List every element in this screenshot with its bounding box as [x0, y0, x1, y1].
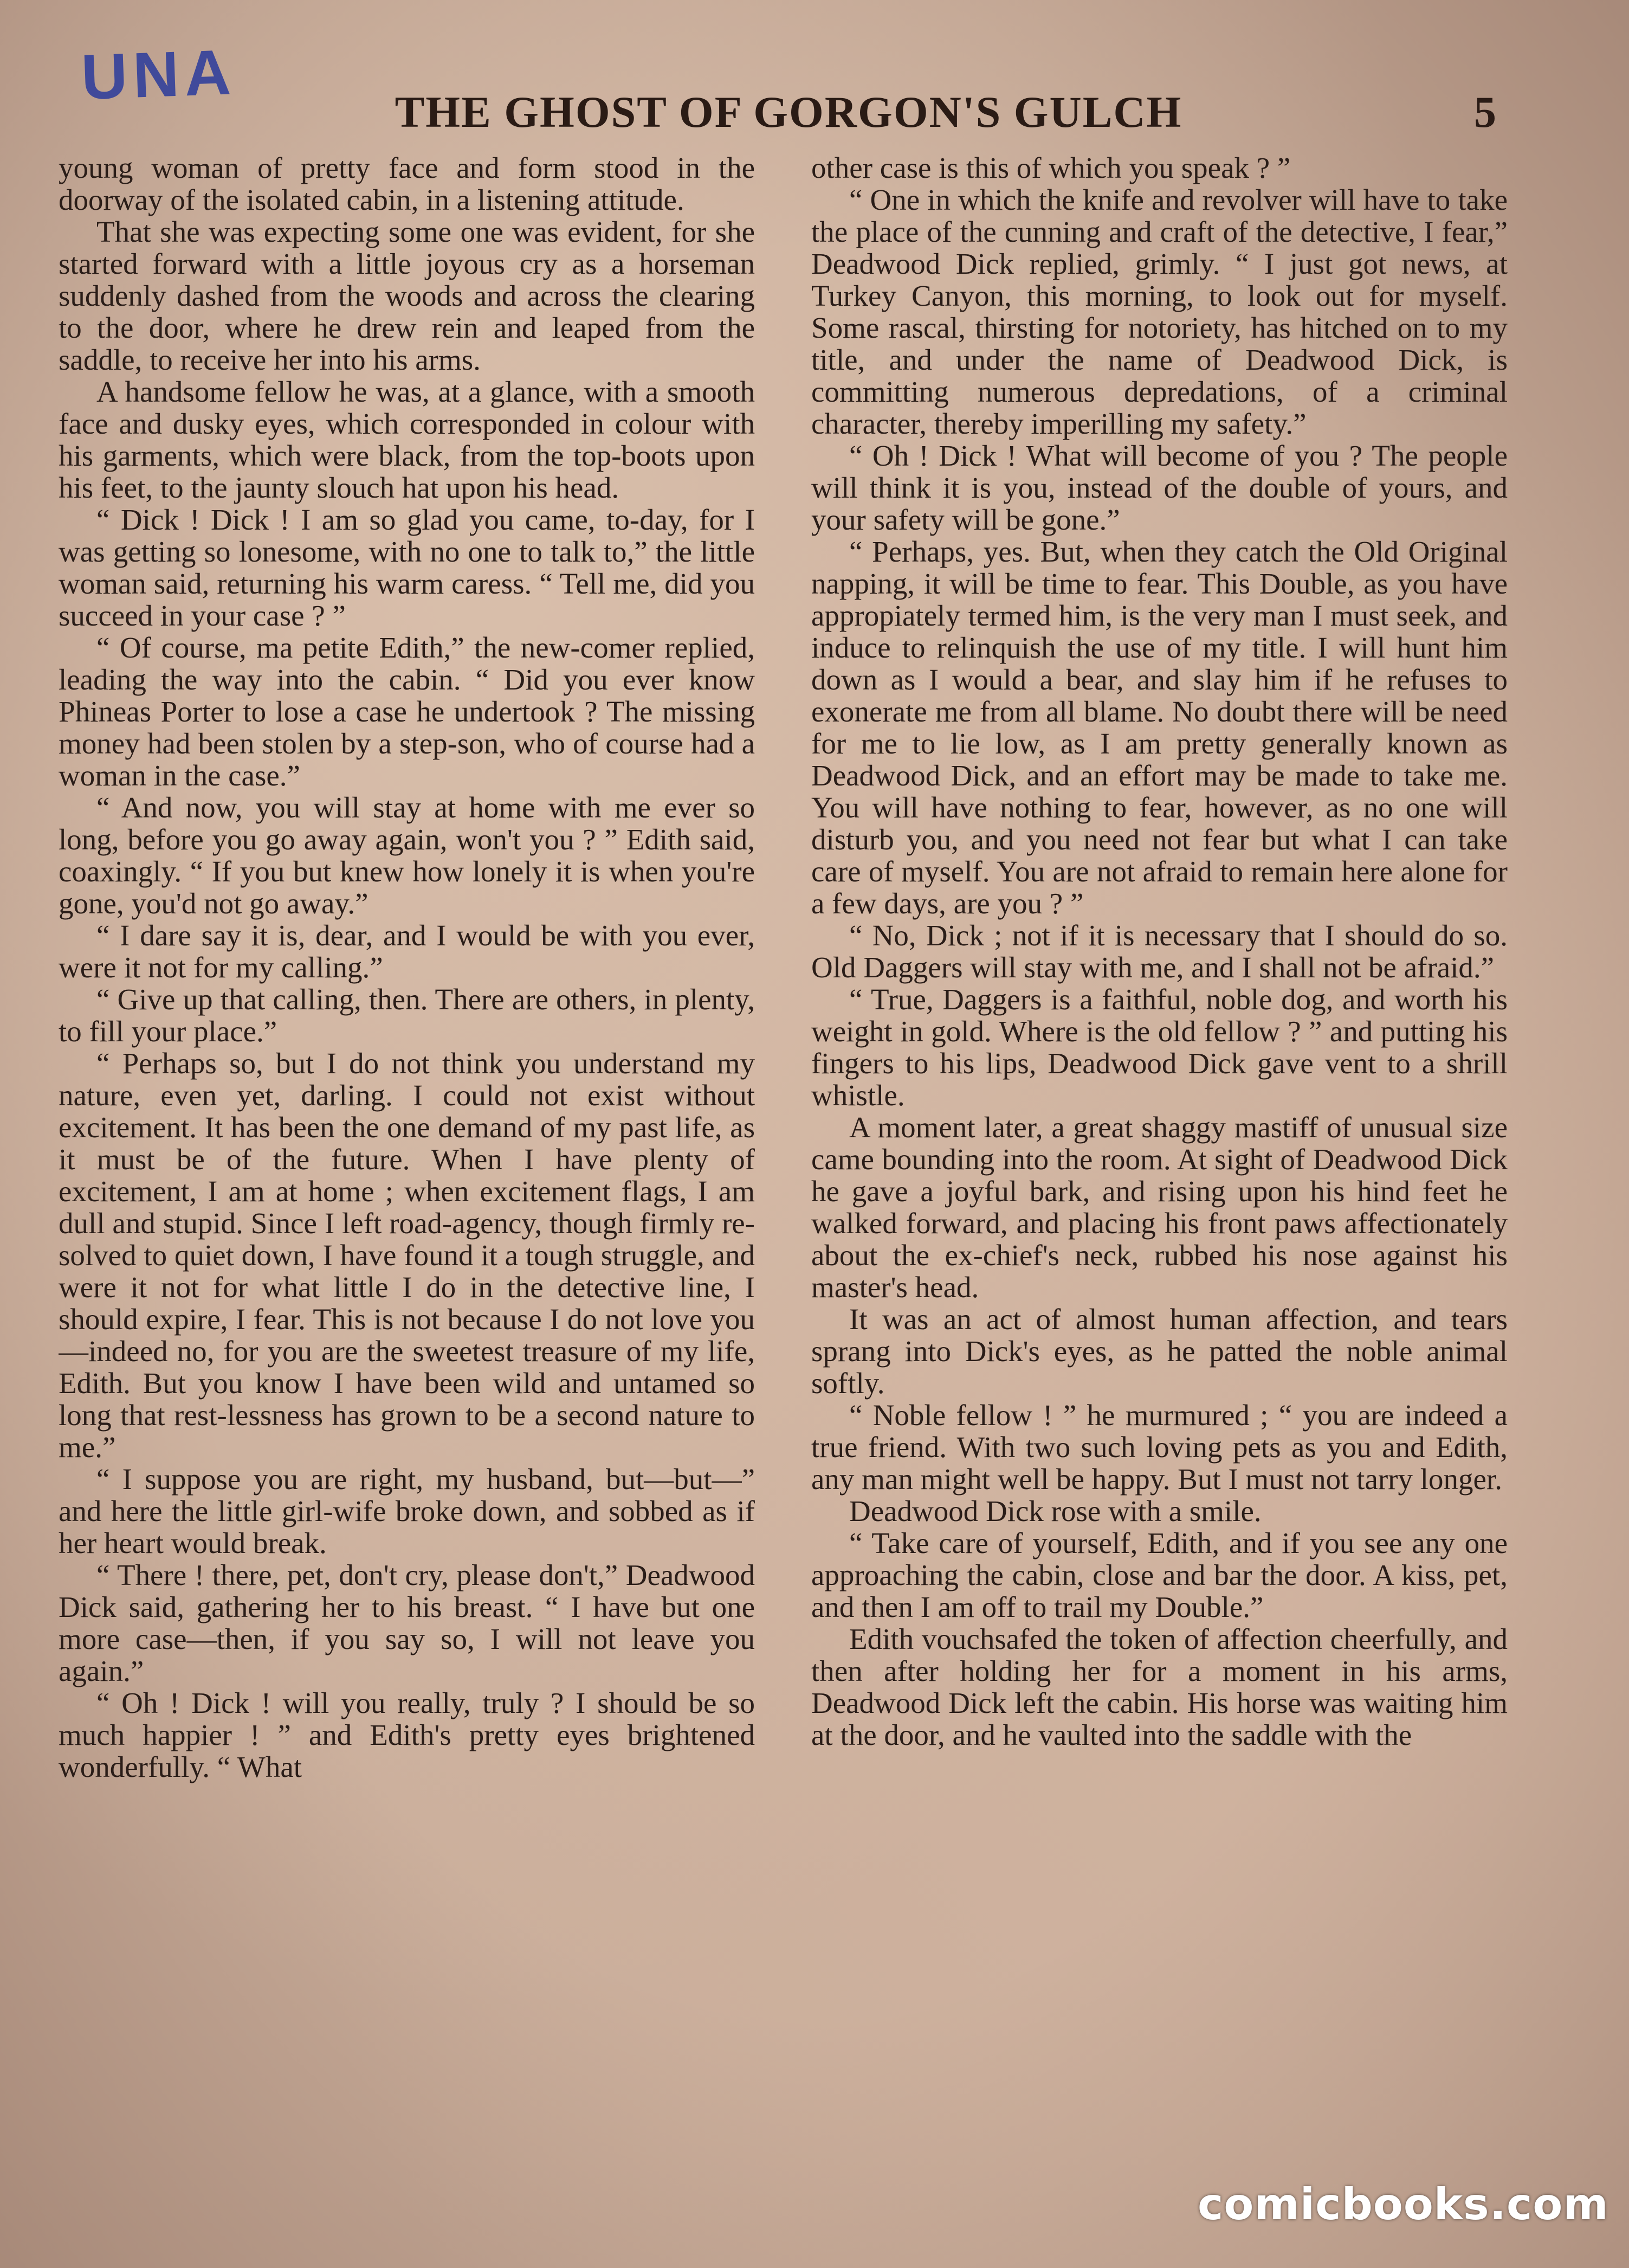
- paragraph: “ There ! there, pet, don't cry, please don't,” Deadwood Dick said, gathering her to his breast. “ I have but one more case—then, if you say so, I will not leave you again.”: [59, 1558, 755, 1687]
- paragraph: “ One in which the knife and revolver will have to take the place of the cunning and craft of the detective, I fear,” Deadwood Dick replied, grimly. “ I just got news, at Turkey Canyon, this morning, to look out for myself. Some rascal, thirsting for notoriety, has hitched on to my title, and under the name of Deadwood Dick, is committing numerous depredations, of a criminal character, thereby imperilling my safety.”: [811, 183, 1508, 440]
- paragraph: “ Dick ! Dick ! I am so glad you came, to-day, for I was getting so lonesome, with no one to talk to,” the little woman said, returning his warm caress. “ Tell me, did you succeed in your case ? ”: [59, 503, 755, 632]
- paragraph: It was an act of almost human affection, and tears sprang into Dick's eyes, as he patted the noble animal softly.: [811, 1303, 1508, 1400]
- paragraph: A handsome fellow he was, at a glance, with a smooth face and dusky eyes, which corresponded in colour with his garments, which were black, from the top-boots upon his feet, to the jaunty slouch hat upon his head.: [59, 375, 755, 504]
- site-watermark: comicbooks.com: [1198, 2179, 1609, 2230]
- paragraph: “ Oh ! Dick ! will you really, truly ? I should be so much happier ! ” and Edith's pretty eyes brightened wonderfully. “ What: [59, 1686, 755, 1783]
- paragraph: That she was expecting some one was evident, for she started forward with a little joyous cry as a horseman suddenly dashed from the woods and across the clearing to the door, where he drew rein and leaped from the saddle, to receive her into his arms.: [59, 215, 755, 376]
- ink-stamp: UNA: [80, 36, 237, 113]
- paragraph: “ I suppose you are right, my husband, but—but—” and here the little girl-wife broke down, and sobbed as if her heart would break.: [59, 1462, 755, 1560]
- paragraph: other case is this of which you speak ? ”: [811, 152, 1291, 184]
- page-number: 5: [1474, 87, 1496, 137]
- paragraph: A moment later, a great shaggy mastiff of unusual size came bounding into the room. At sight of Deadwood Dick he gave a joyful bark, and rising upon his hind feet he walked forward, and placing his front paws affectionately about the ex-chief's neck, rubbed his nose against his master's head.: [811, 1111, 1508, 1304]
- paragraph: “ Take care of yourself, Edith, and if you see any one approaching the cabin, close and bar the door. A kiss, pet, and then I am off to trail my Double.”: [811, 1526, 1508, 1623]
- left-text-column: [59, 152, 755, 2212]
- paragraph: “ Give up that calling, then. There are others, in plenty, to fill your place.”: [59, 983, 755, 1048]
- right-text-column: [811, 152, 1508, 2212]
- paragraph: “ True, Daggers is a faithful, noble dog, and worth his weight in gold. Where is the old fellow ? ” and putting his fingers to his lips, Deadwood Dick gave vent to a shrill whistle.: [811, 983, 1508, 1112]
- paragraph: “ Perhaps, yes. But, when they catch the Old Original napping, it will be time to fear. This Double, as you have appropiately termed him, is the very man I must seek, and induce to relinquish the use of my title. I will hunt him down as I would a bear, and slay him if he refuses to exonerate me from all blame. No doubt there will be need for me to lie low, as I am pretty generally known as Deadwood Dick, and an effort may be made to take me. You will have nothing to fear, however, as no one will disturb you, and you need not fear but what I can take care of myself. You are not afraid to remain here alone for a few days, are you ? ”: [811, 535, 1508, 920]
- paragraph: “ And now, you will stay at home with me ever so long, before you go away again, won't you ? ” Edith said, coaxingly. “ If you but knew how lonely it is when you're gone, you'd not go away.”: [59, 791, 755, 920]
- paragraph: “ I dare say it is, dear, and I would be with you ever, were it not for my calling.”: [59, 919, 755, 984]
- paragraph: “ Of course, ma petite Edith,” the new-comer replied, leading the way into the cabin. “ Did you ever know Phineas Porter to lose a case he undertook ? The missing money had been stolen by a step-son, who of course had a woman in the case.”: [59, 631, 755, 792]
- paragraph: “ Perhaps so, but I do not think you understand my nature, even yet, darling. I could not exist without excitement. It has been the one demand of my past life, as it must be of the future. When I have plenty of excitement, I am at home ; when excitement flags, I am dull and stupid. Since I left road-agency, though firmly re-solved to quiet down, I have found it a tough struggle, and were it not for what little I do in the detective line, I should expire, I fear. This is not because I do not love you—indeed no, for you are the sweetest treasure of my life, Edith. But you know I have been wild and untamed so long that rest-lessness has grown to be a second nature to me.”: [59, 1047, 755, 1464]
- paragraph: “ No, Dick ; not if it is necessary that I should do so. Old Daggers will stay with me, and I shall not be afraid.”: [811, 919, 1508, 984]
- paragraph: Deadwood Dick rose with a smile.: [849, 1494, 1262, 1528]
- running-head-title: THE GHOST OF GORGON'S GULCH: [395, 87, 1182, 137]
- paragraph: young woman of pretty face and form stood in the doorway of the isolated cabin, in a listening attitude.: [59, 152, 755, 216]
- paragraph: “ Oh ! Dick ! What will become of you ? The people will think it is you, instead of the double of yours, and your safety will be gone.”: [811, 439, 1508, 536]
- paragraph: Edith vouchsafed the token of affection cheerfully, and then after holding her for a moment in his arms, Deadwood Dick left the cabin. His horse was waiting him at the door, and he vaulted into the saddle with the: [811, 1622, 1508, 1751]
- paragraph: “ Noble fellow ! ” he murmured ; “ you are indeed a true friend. With two such loving pets as you and Edith, any man might well be happy. But I must not tarry longer.: [811, 1399, 1508, 1496]
